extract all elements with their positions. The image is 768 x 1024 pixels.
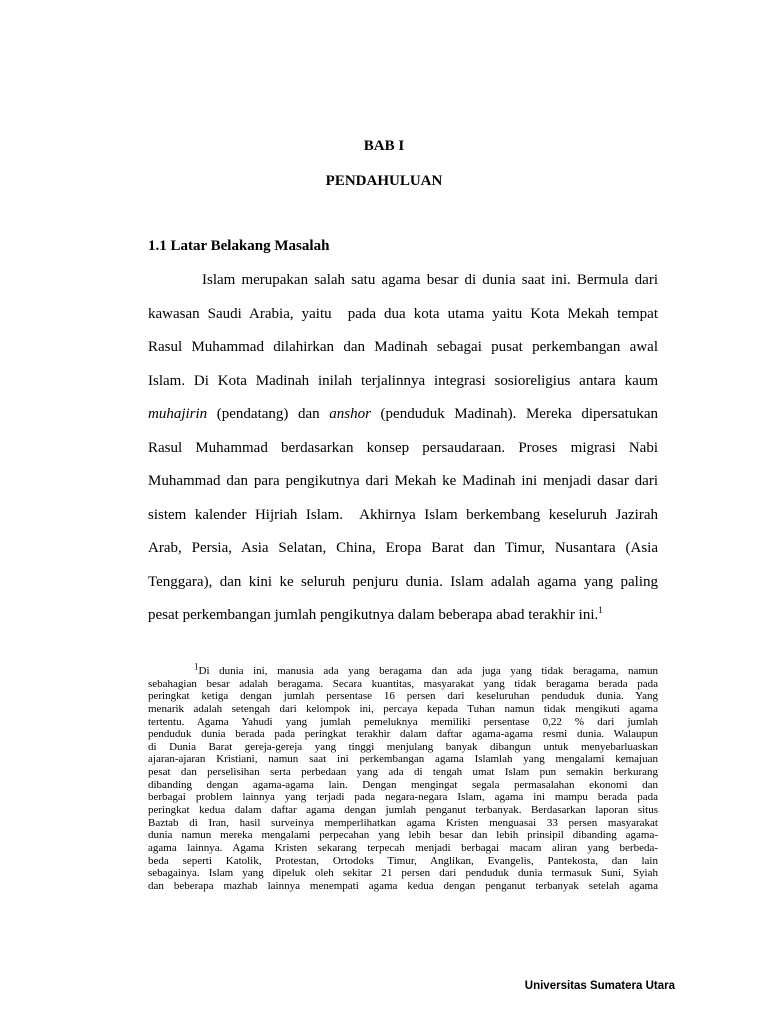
- footnote-line: ajaran-ajaran Kristiani, namun saat ini perkembangan agama Islamlah yang mengalami kemajuan: [148, 753, 658, 766]
- footnote-line: beda seperti Katolik, Protestan, Ortodoks Timur, Anglikan, Evangelis, Pantekosta, dan lain: [148, 854, 658, 867]
- footnote-line: menarik adalah setengah dari kelompok ini, percaya kepada Tuhan namun tidak mengikuti agama: [148, 702, 658, 715]
- footnote-line: dunia namun mereka mengalami perpecahan yang lebih besar dan lebih prinsipil dibanding agama-: [148, 829, 658, 842]
- footnote-line: sebagainya. Islam yang dipeluk oleh sekitar 21 persen dari penduduk dunia termasuk Suni, Syiah: [148, 867, 658, 880]
- footnote-line: berbagai problem lainnya yang terjadi pada negara-negara Islam, agama ini mampu berada pada: [148, 791, 658, 804]
- body-line: Arab, Persia, Asia Selatan, China, Eropa Barat dan Timur, Nusantara (Asia: [148, 540, 658, 556]
- footnote-line: [148, 661, 658, 678]
- footnote-line: peringkat ketiga dengan jumlah persentase 16 persen dari keseluruhan penduduk dunia. Yang: [148, 690, 658, 703]
- body-text-span: (pendatang) dan: [207, 406, 330, 422]
- body-line: Islam merupakan salah satu agama besar di dunia saat ini. Bermula dari: [202, 272, 658, 288]
- footer-institution: Universitas Sumatera Utara: [524, 980, 675, 992]
- footnote-line: pesat dan perselisihan serta perbedaan yang ada di tengah umat Islam pun semakin berkurang: [148, 766, 658, 779]
- footnote-line: Baztab di Iran, hasil surveinya memperlihatkan agama Kristen menguasai 33 persen masyarakat: [148, 816, 658, 829]
- body-line: [148, 398, 658, 432]
- body-line: Rasul Muhammad berdasarkan konsep persaudaraan. Proses migrasi Nabi: [148, 439, 658, 456]
- italic-term: anshor: [329, 406, 371, 422]
- footnote-line: peringkat kedua dalam daftar agama dengan jumlah penganut terbanyak. Berdasarkan laporan situs: [148, 804, 658, 817]
- footnote-marker: 1: [194, 661, 199, 672]
- body-text-span: (penduduk Madinah). Mereka dipersatukan: [370, 406, 658, 422]
- body-line: [148, 599, 658, 633]
- footnote-line: di Dunia Barat gereja-gereja yang tinggi menjulang banyak dibangun untuk menyebarluaskan: [148, 740, 658, 753]
- body-line: Tenggara), dan kini ke seluruh penjuru dunia. Islam adalah agama yang paling: [148, 573, 658, 590]
- body-line: Muhammad dan para pengikutnya dari Mekah ke Madinah ini menjadi dasar dari: [148, 473, 658, 489]
- footnote-line: tertentu. Agama Yahudi yang jumlah pemeluknya memiliki persentase 0,22 % dari jumlah: [148, 715, 658, 728]
- footnote-line: dan beberapa mazhab lainnya menempati agama kedua dengan penganut terbanyak setelah agama: [148, 879, 658, 892]
- body-line: sistem kalender Hijriah Islam. Akhirnya Islam berkembang keseluruh Jazirah: [148, 506, 658, 523]
- footnote-line: sebahagian besar adalah beragama. Secara kuantitas, masyarakat yang tidak beragama berada pada: [148, 677, 658, 690]
- footnote-text: Di dunia ini, manusia ada yang beragama dan ada juga yang tidak beragama, namun: [198, 665, 658, 677]
- footnote-line: agama lainnya. Agama Kristen sekarang terpecah menjadi berbagai macam aliran yang berbeda-: [148, 841, 658, 854]
- footnote: [148, 661, 658, 893]
- footnote-line: dibanding dengan agama-agama lain. Dengan mengingat segala permasalahan ekonomi dan: [148, 778, 658, 791]
- body-text-span: pesat perkembangan jumlah pengikutnya dalam beberapa abad terakhir ini.: [148, 607, 599, 623]
- footnote-reference: 1: [598, 605, 603, 615]
- body-paragraph: [148, 264, 658, 633]
- italic-term: muhajirin: [148, 406, 208, 422]
- body-line: Islam. Di Kota Madinah inilah terjalinnya integrasi sosioreligius antara kaum: [148, 372, 658, 389]
- section-heading: 1.1 Latar Belakang Masalah: [148, 238, 330, 254]
- footnote-line: penduduk dunia berada pada peringkat terakhir dalam daftar agama-agama resmi dunia. Walaupun: [148, 728, 658, 741]
- chapter-title: PENDAHULUAN: [325, 173, 443, 189]
- body-line: Rasul Muhammad dilahirkan dan Madinah sebagai pusat perkembangan awal: [148, 339, 658, 355]
- chapter-number: BAB I: [363, 138, 405, 154]
- body-line: kawasan Saudi Arabia, yaitu pada dua kota utama yaitu Kota Mekah tempat: [148, 305, 658, 322]
